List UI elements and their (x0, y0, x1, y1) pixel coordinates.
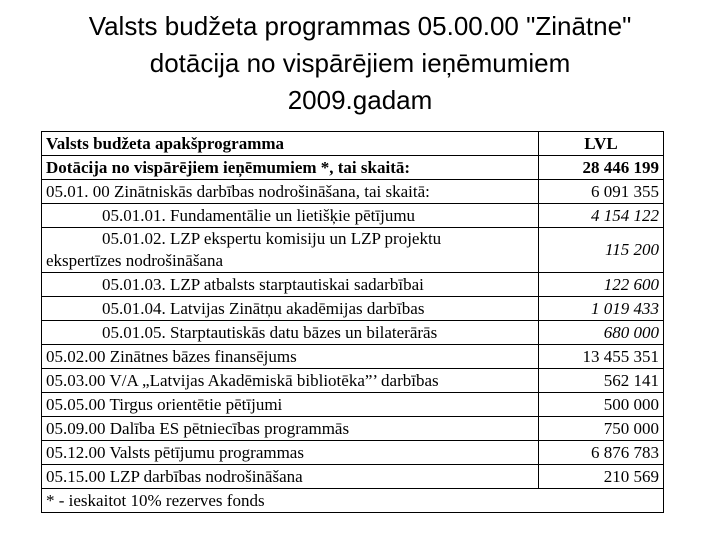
table-row (42, 393, 664, 417)
row-value: 6 091 355 (539, 180, 664, 204)
table-row (42, 369, 664, 393)
header-unit-label: LVL (539, 132, 664, 156)
table-row (42, 321, 664, 345)
row-label: 05.12.00 Valsts pētījumu programmas (42, 441, 539, 465)
title-line-3: 2009.gadam (287, 85, 433, 115)
row-value: 500 000 (539, 393, 664, 417)
row-label: 05.03.00 V/A „Latvijas Akadēmiskā bibliotēka”’ darbības (42, 369, 539, 393)
slide-title (0, 8, 720, 119)
total-label: Dotācija no vispārējiem ieņēmumiem *, tai skaitā: (42, 156, 539, 180)
budget-table (41, 131, 664, 513)
table-row (42, 180, 664, 204)
row-label (42, 228, 539, 273)
row-value: 680 000 (539, 321, 664, 345)
row-label: 05.05.00 Tirgus orientētie pētījumi (42, 393, 539, 417)
table-row (42, 417, 664, 441)
row-value: 562 141 (539, 369, 664, 393)
row-label-line-1: 05.01.02. LZP ekspertu komisiju un LZP projektu (102, 229, 442, 248)
row-value: 4 154 122 (539, 204, 664, 228)
row-value: 1 019 433 (539, 297, 664, 321)
table-row (42, 345, 664, 369)
row-label: 05.15.00 LZP darbības nodrošināšana (42, 465, 539, 489)
row-value: 210 569 (539, 465, 664, 489)
header-program-label: Valsts budžeta apakšprogramma (42, 132, 539, 156)
row-value: 13 455 351 (539, 345, 664, 369)
row-label: 05.01. 00 Zinātniskās darbības nodrošināšana, tai skaitā: (42, 180, 539, 204)
row-label: 05.01.05. Starptautiskās datu bāzes un bilaterārās (42, 321, 539, 345)
table-row (42, 441, 664, 465)
table-row (42, 297, 664, 321)
row-value: 6 876 783 (539, 441, 664, 465)
table-row (42, 204, 664, 228)
row-value: 122 600 (539, 273, 664, 297)
row-label: 05.01.04. Latvijas Zinātņu akadēmijas darbības (42, 297, 539, 321)
row-value: 750 000 (539, 417, 664, 441)
table-row (42, 273, 664, 297)
table-footnote-row (42, 489, 664, 513)
row-label-line-2: ekspertīzes nodrošināšana (46, 251, 224, 270)
row-value: 115 200 (539, 228, 664, 273)
row-label: 05.09.00 Dalība ES pētniecības programmās (42, 417, 539, 441)
footnote: * - ieskaitot 10% rezerves fonds (42, 489, 664, 513)
title-line-1: Valsts budžeta programmas 05.00.00 "Zinātne" (88, 11, 632, 41)
table-total-row (42, 156, 664, 180)
title-line-2: dotācija no vispārējiem ieņēmumiem (149, 48, 571, 78)
table-row (42, 465, 664, 489)
row-label: 05.02.00 Zinātnes bāzes finansējums (42, 345, 539, 369)
table-header-row (42, 132, 664, 156)
total-value: 28 446 199 (539, 156, 664, 180)
row-label: 05.01.01. Fundamentālie un lietišķie pētījumu (42, 204, 539, 228)
row-label: 05.01.03. LZP atbalsts starptautiskai sadarbībai (42, 273, 539, 297)
table-row (42, 228, 664, 273)
